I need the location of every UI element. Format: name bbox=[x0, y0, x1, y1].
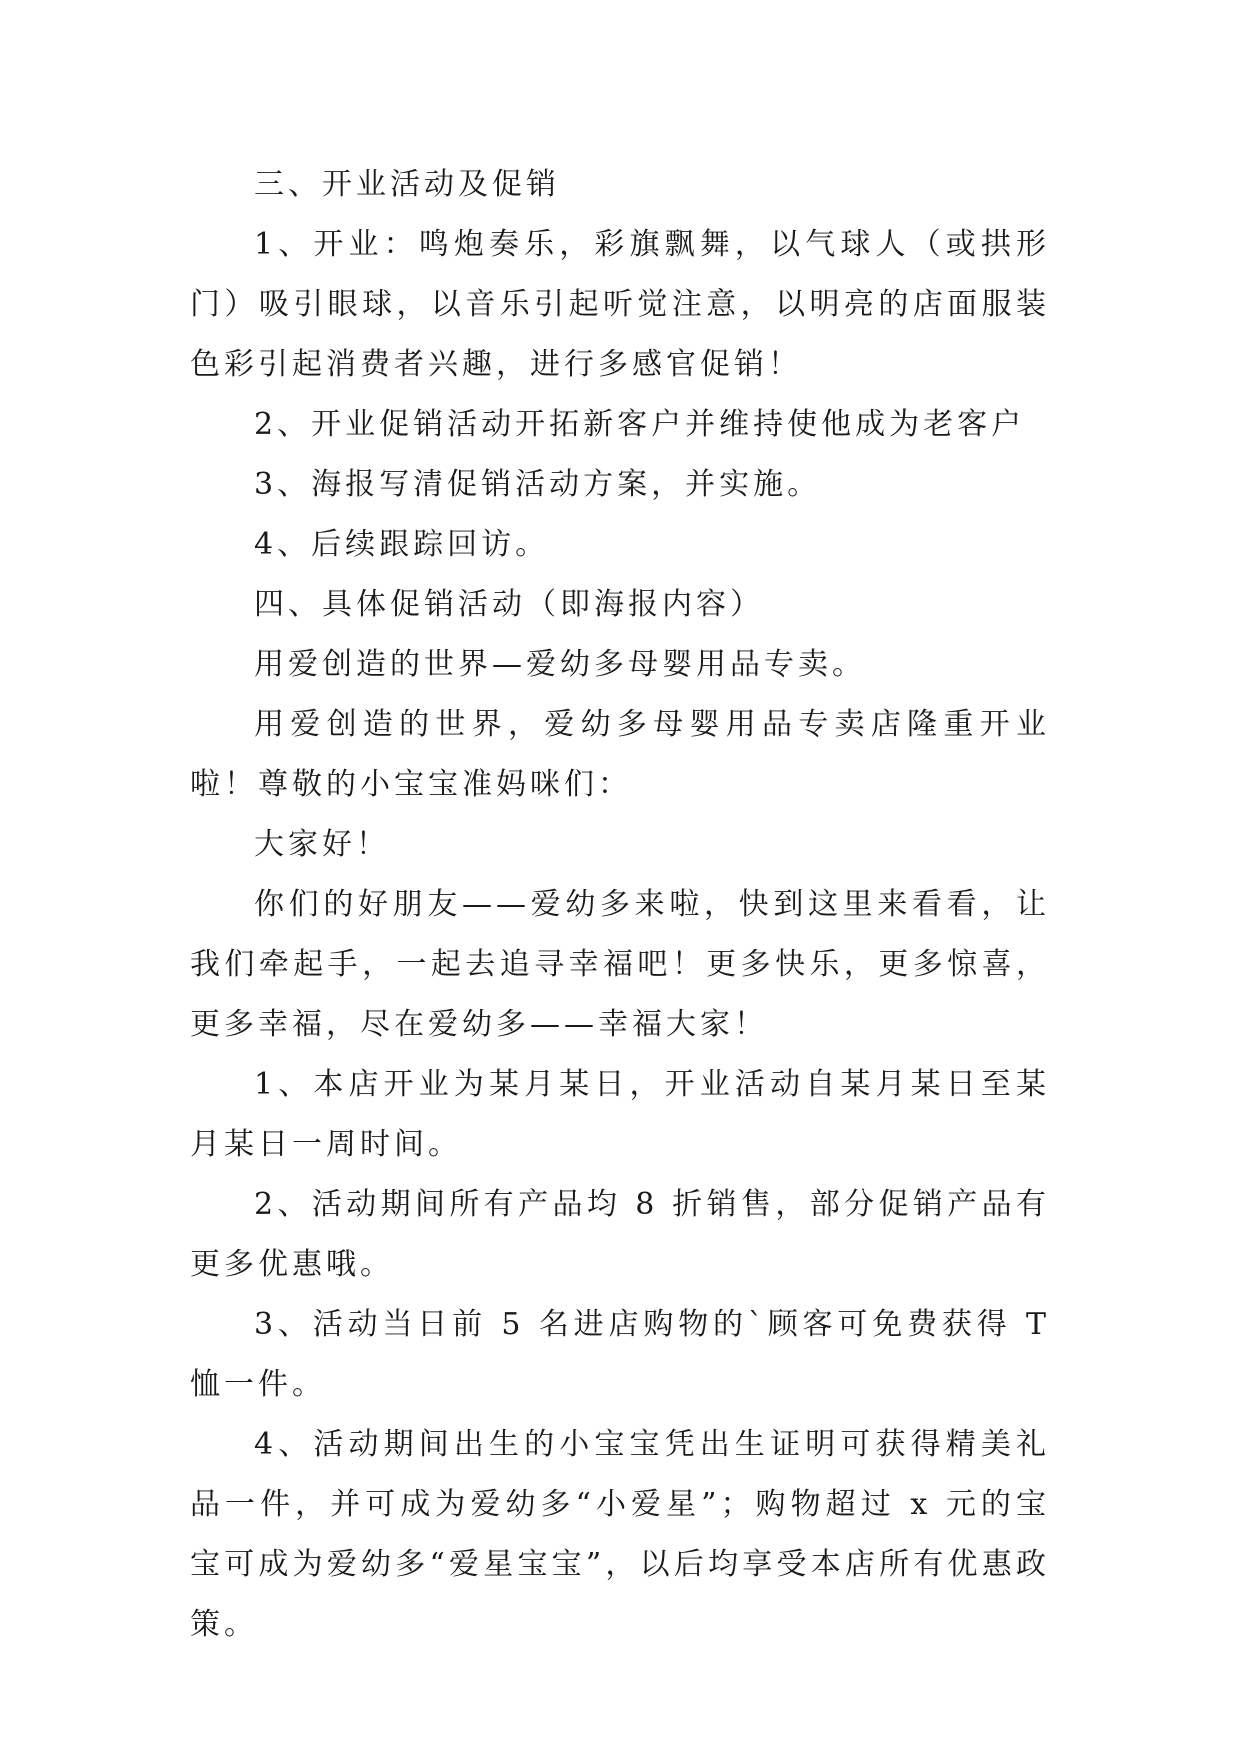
paragraph-free-tshirt: 3、活动当日前 5 名进店购物的`顾客可免费获得 T 恤一件。 bbox=[190, 1307, 1050, 1402]
paragraph-newborn-gift: 4、活动期间出生的小宝宝凭出生证明可获得精美礼品一件，并可成为爱幼多“小爱星”；购物超过 x 元的宝宝可成为爱幼多“爱星宝宝”，以后均享受本店所有优惠政策。 bbox=[190, 1427, 1050, 1642]
paragraph-new-customers: 2、开业促销活动开拓新客户并维持使他成为老客户 bbox=[254, 407, 1026, 442]
paragraph-opening-dates: 1、本店开业为某月某日，开业活动自某月某日至某月某日一周时间。 bbox=[190, 1067, 1050, 1162]
paragraph-follow-up: 4、后续跟踪回访。 bbox=[254, 527, 550, 562]
paragraph-opening: 1、开业：鸣炮奏乐，彩旗飘舞，以气球人（或拱形门）吸引眼球，以音乐引起听觉注意，以明亮的店面服装色彩引起消费者兴趣，进行多感官促销！ bbox=[190, 227, 1050, 382]
paragraph-invitation: 你们的好朋友——爱幼多来啦，快到这里来看看，让我们牵起手，一起去追寻幸福吧！更多快乐，更多惊喜，更多幸福，尽在爱幼多——幸福大家！ bbox=[190, 887, 1050, 1042]
document-body bbox=[190, 155, 1050, 1655]
paragraph-grand-opening: 用爱创造的世界，爱幼多母婴用品专卖店隆重开业啦！尊敬的小宝宝准妈咪们： bbox=[190, 707, 1050, 802]
section-heading-opening-activities: 三、开业活动及促销 bbox=[254, 167, 560, 202]
section-heading-promotion-details: 四、具体促销活动（即海报内容） bbox=[254, 587, 764, 622]
paragraph-discount: 2、活动期间所有产品均 8 折销售，部分促销产品有更多优惠哦。 bbox=[190, 1187, 1050, 1282]
paragraph-poster-plan: 3、海报写清促销活动方案，并实施。 bbox=[254, 467, 822, 502]
paragraph-slogan: 用爱创造的世界—爱幼多母婴用品专卖。 bbox=[254, 647, 866, 682]
paragraph-greeting: 大家好！ bbox=[254, 827, 390, 862]
